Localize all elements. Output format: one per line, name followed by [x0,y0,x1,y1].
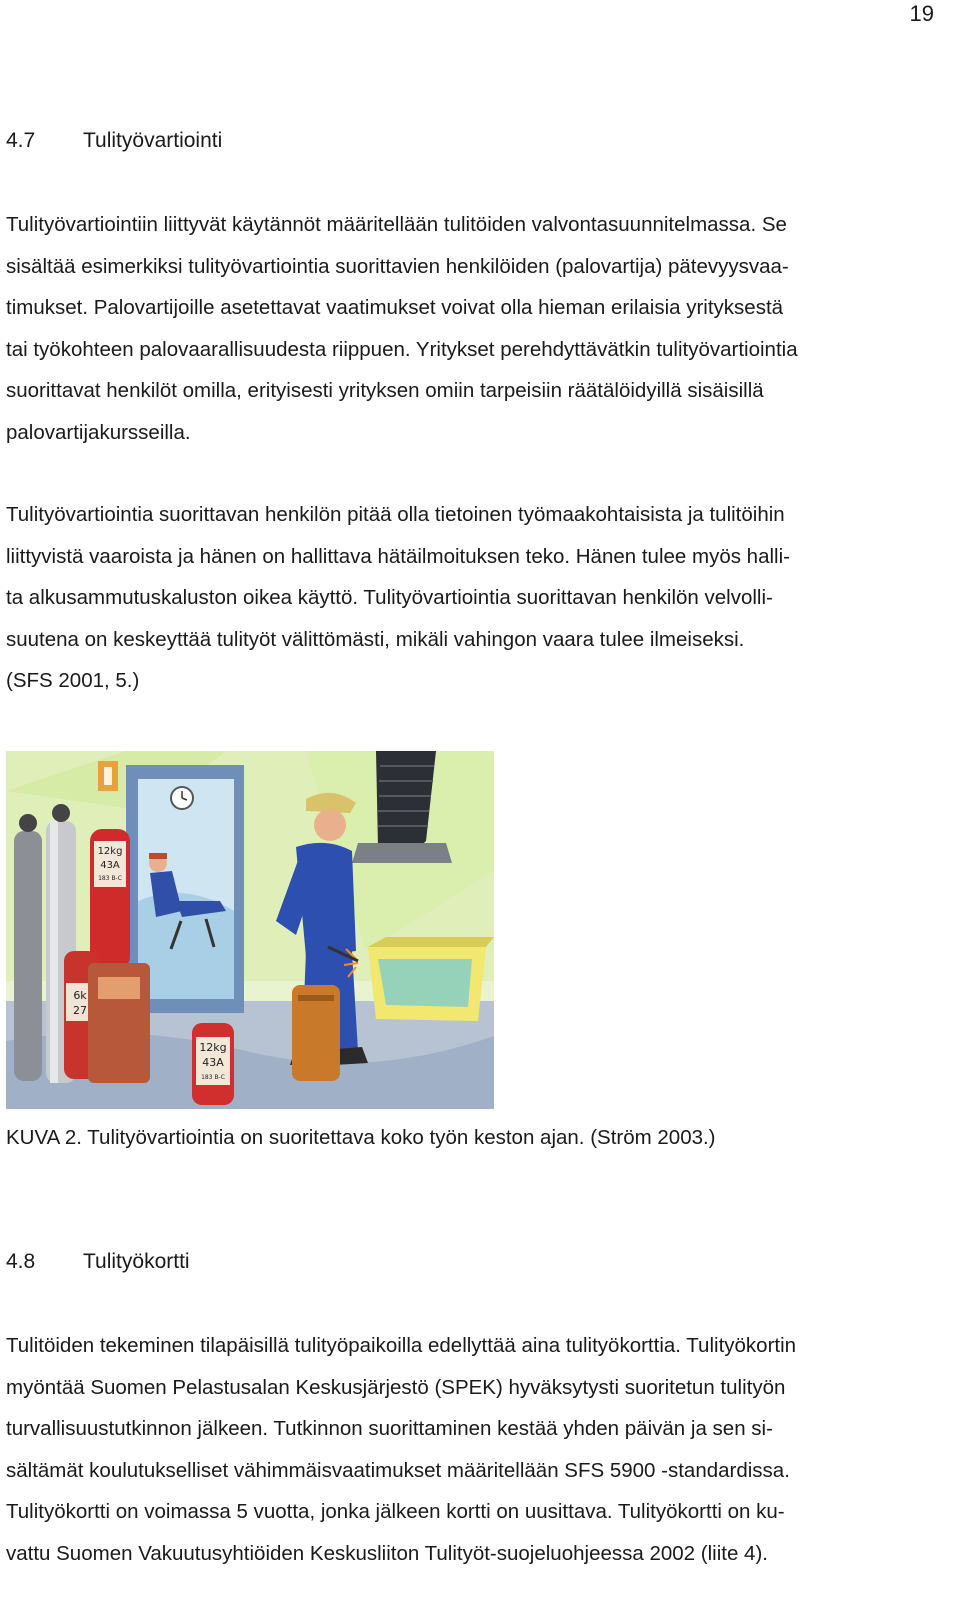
section-number: 4.8 [6,1250,36,1273]
extinguisher-label: 12kg [199,1041,227,1054]
paragraph-hotwork-card [6,1325,938,1574]
text-line: liittyvistä vaaroista ja hänen on hallittava hätäilmoituksen teko. Hänen tulee myös halli- [6,544,790,568]
text-line: suorittavat henkilöt omilla, erityisesti yrityksen omiin tarpeisiin räätälöidyillä sisäisillä [6,379,764,402]
text-line: timukset. Palovartijoille asetettavat vaatimukset voivat olla hieman erilaisia yrityksestä [6,296,784,319]
extinguisher-label: 183 B-C [98,875,122,882]
figure-caption: KUVA 2. Tulityövartiointia on suoritettava koko työn keston ajan. (Ström 2003.) [6,1126,716,1149]
text-line: ta alkusammutuskaluston oikea käyttö. Tulityövartiointia suorittavan henkilön velvolli- [6,586,773,609]
text-line: palovartijakursseilla. [6,420,191,444]
text-line: sältämät koulutukselliset vähimmäisvaatimukset määritellään SFS 5900 -standardissa. [6,1458,790,1482]
extinguisher-label: 12kg [97,846,123,857]
paragraph-firewatch-duties [6,494,938,702]
extinguisher-label: 43A [202,1056,224,1069]
text-line: (SFS 2001, 5.) [6,669,140,692]
text-line: vattu Suomen Vakuutusyhtiöiden Keskusliiton Tulityöt-suojeluohjeessa 2002 (liite 4). [6,1541,768,1565]
illustration-svg [6,751,494,1109]
text-line: Tulityövartiointia suorittavan henkilön pitää olla tietoinen työmaakohtaisista ja tulitöihin [6,503,785,526]
extinguisher-label: 6k [73,989,87,1002]
page-number: 19 [909,1,934,26]
section-title: Tulityövartiointi [83,129,223,152]
section-number: 4.7 [6,129,36,152]
section-heading-4-7 [6,127,222,155]
text-line: Tulitöiden tekeminen tilapäisillä tulityöpaikoilla edellyttää aina tulityökorttia. Tulityökortin [6,1334,797,1357]
extinguisher-label: 43A [100,860,120,871]
text-line: Tulityövartiointiin liittyvät käytännöt määritellään tulitöiden valvontasuunnitelmassa. Se [6,213,787,236]
text-line: suutena on keskeyttää tulityöt välittömästi, mikäli vahingon vaara tulee ilmeiseksi. [6,627,745,651]
fire-extinguisher-icon [90,829,130,969]
text-line: tai työkohteen palovaarallisuudesta riippuen. Yritykset perehdyttävätkin tulityövartiointia [6,337,798,361]
text-line: sisältää esimerkiksi tulityövartiointia suorittavien henkilöiden (palovartija) pätevyysvaa- [6,254,789,278]
section-heading-4-8 [6,1248,190,1276]
section-title: Tulityökortti [83,1250,190,1273]
extinguisher-label: 27 [73,1004,87,1017]
paragraph-firewatch-requirements [6,204,938,453]
text-line: turvallisuustutkinnon jälkeen. Tutkinnon suorittaminen kestää yhden päivän ja sen si- [6,1417,773,1440]
firewatch-illustration [6,751,494,1109]
extinguisher-label: 183 B-C [201,1074,225,1081]
text-line: Tulityökortti on voimassa 5 vuotta, jonka jälkeen kortti on uusittava. Tulityökortti on ku- [6,1500,785,1523]
fire-extinguisher-icon [192,1023,234,1105]
text-line: myöntää Suomen Pelastusalan Keskusjärjestö (SPEK) hyväksytysti suoritetun tulityön [6,1375,786,1399]
